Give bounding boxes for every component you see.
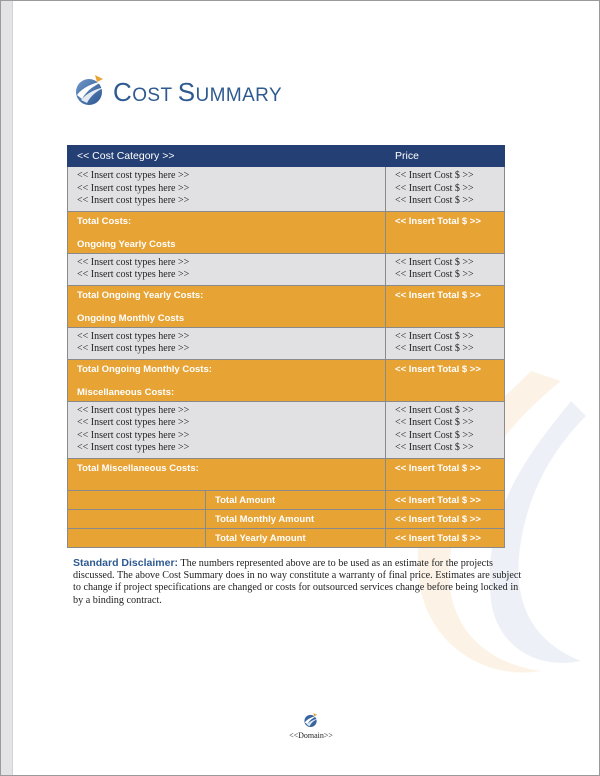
standard-disclaimer	[73, 557, 523, 607]
cost-type-item: << Insert cost types here >>	[77, 256, 190, 268]
summary-label: Total Yearly Amount	[206, 528, 386, 547]
cost-price-item: << Insert Cost $ >>	[395, 343, 474, 354]
cost-type-item: << Insert cost types here >>	[77, 170, 190, 181]
cost-price-item: << Insert Cost $ >>	[395, 404, 474, 416]
cost-prices-cell	[386, 167, 505, 212]
ongoing-monthly-heading: Ongoing Monthly Costs	[77, 312, 185, 324]
total-label-cell	[68, 211, 386, 253]
table-row	[68, 327, 505, 359]
total-misc-label: Total Miscellaneous Costs:	[68, 458, 386, 490]
cost-price-item: << Insert Cost $ >>	[395, 442, 474, 453]
summary-blank-cell	[68, 509, 206, 528]
cost-type-item: << Insert cost types here >>	[77, 330, 190, 342]
cost-type-item: << Insert cost types here >>	[77, 182, 190, 194]
cost-price-item: << Insert Cost $ >>	[395, 330, 474, 342]
swoosh-globe-icon	[303, 712, 319, 728]
cost-price-item: << Insert Cost $ >>	[395, 256, 474, 268]
cost-price-item: << Insert Cost $ >>	[395, 269, 474, 280]
total-label-cell	[68, 359, 386, 401]
swoosh-globe-icon	[73, 73, 107, 107]
total-label-cell	[68, 285, 386, 327]
cost-items-cell	[68, 253, 386, 285]
total-row	[68, 211, 505, 253]
page-margin-bar	[1, 1, 13, 776]
cost-prices-cell	[386, 253, 505, 285]
summary-price: << Insert Total $ >>	[386, 509, 505, 528]
cost-type-item: << Insert cost types here >>	[77, 343, 190, 354]
table-row	[68, 401, 505, 458]
disclaimer-body: The numbers represented above are to be used as an estimate for the projects discussed. The above Cost Summary does in no way constitute a warranty of final price. Estimates are subject to change if project specifications are changed or costs for outsourced services change before being locked in by a binding contract.	[73, 558, 522, 606]
disclaimer-lead: Standard Disclaimer:	[73, 557, 179, 569]
cost-items-cell	[68, 327, 386, 359]
total-row	[68, 359, 505, 401]
header-cost-category: << Cost Category >>	[68, 146, 386, 167]
summary-row	[68, 509, 505, 528]
cost-type-item: << Insert cost types here >>	[77, 429, 190, 441]
total-ongoing-yearly-price: << Insert Total $ >>	[386, 285, 505, 327]
cost-type-item: << Insert cost types here >>	[77, 417, 190, 428]
summary-price: << Insert Total $ >>	[386, 528, 505, 547]
total-costs-price: << Insert Total $ >>	[386, 211, 505, 253]
summary-row	[68, 490, 505, 509]
summary-blank-cell	[68, 490, 206, 509]
table-row	[68, 167, 505, 212]
total-row	[68, 458, 505, 490]
cost-price-item: << Insert Cost $ >>	[395, 195, 474, 206]
total-row	[68, 285, 505, 327]
cost-items-cell	[68, 167, 386, 212]
cost-prices-cell	[386, 401, 505, 458]
header-price: Price	[386, 146, 505, 167]
cost-price-item: << Insert Cost $ >>	[395, 417, 474, 428]
cost-price-item: << Insert Cost $ >>	[395, 170, 474, 181]
cost-type-item: << Insert cost types here >>	[77, 442, 190, 453]
total-ongoing-monthly-label: Total Ongoing Monthly Costs:	[77, 363, 212, 375]
summary-label: Total Amount	[206, 490, 386, 509]
total-costs-label: Total Costs:	[77, 215, 132, 227]
total-ongoing-yearly-label: Total Ongoing Yearly Costs:	[77, 289, 204, 301]
table-row	[68, 253, 505, 285]
cost-items-cell	[68, 401, 386, 458]
table-header-row	[68, 146, 505, 167]
page-title: COST SUMMARY	[113, 77, 283, 107]
summary-price: << Insert Total $ >>	[386, 490, 505, 509]
total-ongoing-monthly-price: << Insert Total $ >>	[386, 359, 505, 401]
summary-label: Total Monthly Amount	[206, 509, 386, 528]
misc-heading: Miscellaneous Costs:	[77, 386, 175, 398]
footer-domain: <<Domain>>	[289, 731, 333, 740]
cost-summary-table	[67, 145, 505, 548]
total-misc-price: << Insert Total $ >>	[386, 458, 505, 490]
cost-type-item: << Insert cost types here >>	[77, 269, 190, 280]
cost-type-item: << Insert cost types here >>	[77, 404, 190, 416]
cost-price-item: << Insert Cost $ >>	[395, 429, 474, 441]
summary-blank-cell	[68, 528, 206, 547]
summary-row	[68, 528, 505, 547]
cost-price-item: << Insert Cost $ >>	[395, 182, 474, 194]
cost-prices-cell	[386, 327, 505, 359]
cost-type-item: << Insert cost types here >>	[77, 195, 190, 206]
ongoing-yearly-heading: Ongoing Yearly Costs	[77, 238, 176, 250]
